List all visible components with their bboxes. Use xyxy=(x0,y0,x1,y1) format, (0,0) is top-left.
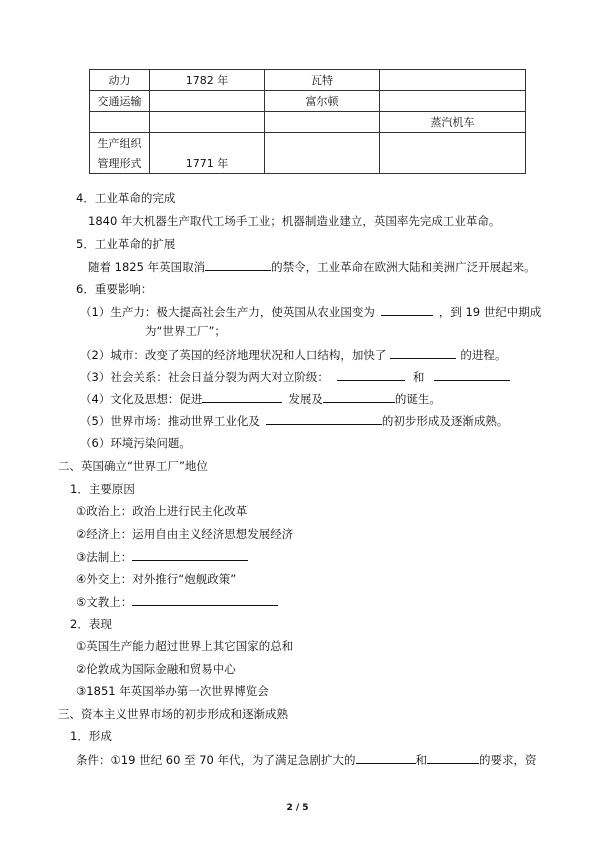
paragraph: （6）环境污染问题。 xyxy=(80,436,191,450)
blank-line xyxy=(390,346,456,359)
blank-line xyxy=(323,390,395,403)
text-fragment: （3）社会关系：社会日益分裂为两大对立阶级： xyxy=(80,370,329,384)
table-cell: 富尔顿 xyxy=(265,91,380,112)
text-fragment: 和 xyxy=(415,753,427,767)
text-fragment: ，到 19 世纪中期成 xyxy=(438,305,542,319)
table-cell xyxy=(265,112,380,133)
text-fragment: （5）世界市场：推动世界工业化及 xyxy=(80,414,260,428)
table-cell: 蒸汽机车 xyxy=(380,112,526,133)
paragraph xyxy=(80,390,441,407)
blank-line xyxy=(434,368,510,381)
table-cell: 瓦特 xyxy=(265,70,380,91)
part-heading: 三、资本主义世界市场的初步形成和逐渐成熟 xyxy=(58,707,288,721)
list-item: ②伦敦成为国际金融和贸易中心 xyxy=(76,662,236,676)
list-item: ④外交上：对外推行“炮舰政策” xyxy=(76,572,237,586)
section-heading: 1．形成 xyxy=(70,729,112,743)
text-fragment: 发展及 xyxy=(288,392,323,406)
blank-line xyxy=(427,751,479,764)
paragraph xyxy=(76,751,537,768)
table-row xyxy=(90,133,526,154)
paragraph xyxy=(80,412,508,429)
paragraph xyxy=(80,303,541,320)
section-heading: 2．表现 xyxy=(70,617,112,631)
section-heading: 1．主要原因 xyxy=(70,482,135,496)
text-fragment: ⑤文教上： xyxy=(76,595,133,609)
table-row xyxy=(90,153,526,174)
table-cell xyxy=(90,112,150,133)
part-heading: 二、英国确立“世界工厂”地位 xyxy=(58,459,208,473)
table-cell xyxy=(150,112,265,133)
blank-line xyxy=(356,751,416,764)
page-number: 2 / 5 xyxy=(286,803,309,813)
table-cell xyxy=(380,91,526,112)
paragraph xyxy=(88,258,536,275)
table-cell xyxy=(150,91,265,112)
table-cell: 动力 xyxy=(90,70,150,91)
list-item: ①政治上：政治上进行民主化改革 xyxy=(76,504,248,518)
text-fragment: （4）文化及思想：促进 xyxy=(80,392,203,406)
text-fragment: 随着 1825 年英国取消 xyxy=(88,260,206,274)
table-cell: 管理形式 xyxy=(90,153,150,174)
table-row xyxy=(90,112,526,133)
table-row xyxy=(90,70,526,91)
table-cell xyxy=(265,153,380,174)
text-fragment: （2）城市：改变了英国的经济地理状况和人口结构，加快了 xyxy=(80,348,387,362)
table-cell: 1771 年 xyxy=(150,153,265,174)
list-item: ③1851 年英国举办第一次世界博览会 xyxy=(76,684,269,698)
list-item xyxy=(76,593,278,610)
text-fragment: 条件：①19 世纪 60 至 70 年代，为了满足急剧扩大的 xyxy=(76,753,356,767)
table-cell: 交通运输 xyxy=(90,91,150,112)
blank-line xyxy=(337,368,405,381)
table-cell xyxy=(150,133,265,154)
table-cell xyxy=(380,70,526,91)
section-heading: 6．重要影响： xyxy=(76,282,153,296)
list-item: ②经济上：运用自由主义经济思想发展经济 xyxy=(76,527,294,541)
text-fragment: 的禁令，工业革命在欧洲大陆和美洲广泛开展起来。 xyxy=(271,260,536,274)
table-cell xyxy=(265,133,380,154)
text-fragment: 的进程。 xyxy=(460,348,507,362)
section-heading: 4．工业革命的完成 xyxy=(76,191,176,205)
list-item xyxy=(76,548,248,565)
paragraph xyxy=(80,368,510,385)
table-cell: 1782 年 xyxy=(150,70,265,91)
blank-line xyxy=(132,593,278,606)
paragraph: 为“世界工厂”； xyxy=(145,324,226,338)
text-fragment: ③法制上： xyxy=(76,550,133,564)
blank-line xyxy=(381,303,433,316)
table-cell xyxy=(380,153,526,174)
industrial-revolution-table xyxy=(89,69,526,174)
text-fragment: 的诞生。 xyxy=(394,392,441,406)
table-row xyxy=(90,91,526,112)
text-fragment: （1）生产力：极大提高社会生产力，使英国从农业国变为 xyxy=(80,305,375,319)
table-cell: 生产组织 xyxy=(90,133,150,154)
text-fragment: 的初步形成及逐渐成熟。 xyxy=(381,414,509,428)
text-fragment: 的要求，资 xyxy=(479,753,537,767)
blank-line xyxy=(202,390,282,403)
table-cell xyxy=(380,133,526,154)
text-fragment: 和 xyxy=(412,370,425,384)
blank-line xyxy=(266,412,382,425)
section-heading: 5．工业革命的扩展 xyxy=(76,237,176,251)
list-item: ①英国生产能力超过世界上其它国家的总和 xyxy=(76,639,294,653)
paragraph: 1840 年大机器生产取代工场手工业；机器制造业建立，英国率先完成工业革命。 xyxy=(88,214,501,228)
blank-line xyxy=(132,548,248,561)
paragraph xyxy=(80,346,506,363)
blank-line xyxy=(205,258,271,271)
